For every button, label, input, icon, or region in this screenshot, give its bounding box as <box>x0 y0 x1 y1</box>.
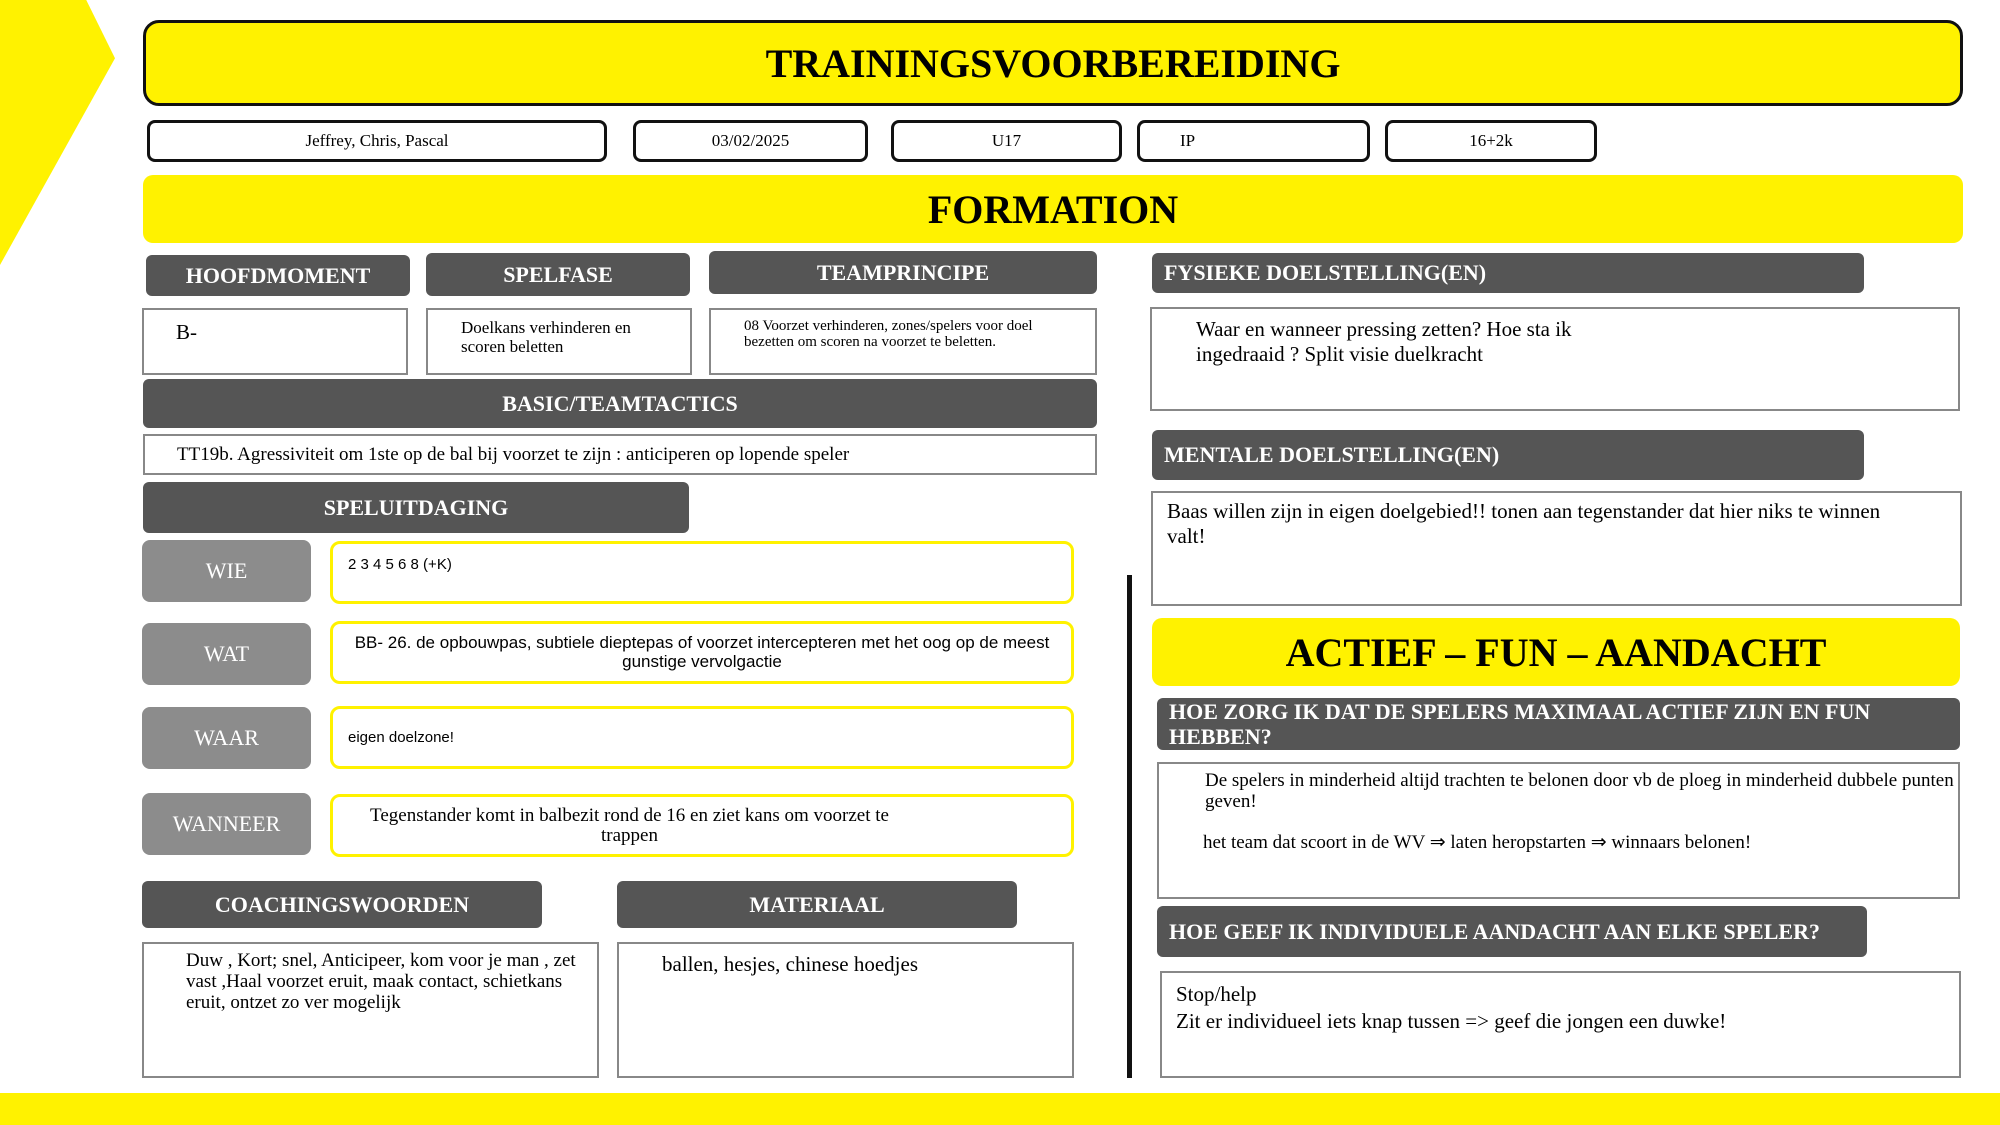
speluitdaging-header: SPELUITDAGING <box>143 482 689 533</box>
materiaal-value: ballen, hesjes, chinese hoedjes <box>662 952 918 976</box>
fysieke-doelstelling-value: Waar en wanneer pressing zetten? Hoe sta ik ingedraaid ? Split visie duelkracht <box>1196 317 1572 366</box>
type-value: IP <box>1180 131 1196 150</box>
mentale-doelstelling-box[interactable] <box>1151 491 1962 606</box>
fysieke-doelstelling-header: FYSIEKE DOELSTELLING(EN) <box>1152 253 1864 293</box>
aandacht-answer-box[interactable] <box>1160 971 1961 1078</box>
wat-label: WAT <box>142 623 311 685</box>
hoofdmoment-value: B- <box>176 320 197 344</box>
type-field[interactable] <box>1137 120 1370 162</box>
page-title: TRAININGSVOORBEREIDING <box>143 20 1963 106</box>
wie-box[interactable] <box>330 541 1074 604</box>
materiaal-box[interactable] <box>617 942 1074 1078</box>
corner-chevron-decoration <box>0 0 115 265</box>
coachingswoorden-box[interactable] <box>142 942 599 1078</box>
trainers-value: Jeffrey, Chris, Pascal <box>305 131 449 150</box>
actief-answer-line1: De spelers in minderheid altijd trachten te belonen door vb de ploeg in minderheid dubbele punten geven! <box>1205 770 1954 812</box>
wanneer-box[interactable] <box>330 794 1074 857</box>
actief-question-header: HOE ZORG IK DAT DE SPELERS MAXIMAAL ACTIEF ZIJN EN FUN HEBBEN? <box>1157 698 1960 750</box>
actief-answer-box[interactable] <box>1157 762 1960 899</box>
materiaal-header: MATERIAAL <box>617 881 1017 928</box>
basic-teamtactics-value: TT19b. Agressiviteit om 1ste op de bal bij voorzet te zijn : anticiperen op lopende speler <box>177 444 850 465</box>
wat-value: BB- 26. de opbouwpas, subtiele dieptepas of voorzet intercepteren met het oog op de meest gunstige vervolgactie <box>354 633 1050 671</box>
spelfase-header: SPELFASE <box>426 253 690 296</box>
hoofdmoment-header: HOOFDMOMENT <box>146 255 410 296</box>
date-field[interactable] <box>633 120 868 162</box>
bottom-accent-bar <box>0 1093 2000 1125</box>
waar-box[interactable] <box>330 706 1074 769</box>
teamprincipe-box[interactable] <box>709 308 1097 375</box>
team-value: U17 <box>991 131 1022 150</box>
wie-label: WIE <box>142 540 311 602</box>
fysieke-doelstelling-box[interactable] <box>1150 307 1960 411</box>
actief-answer-line2: het team dat scoort in de WV ⇒ laten heropstarten ⇒ winnaars belonen! <box>1203 832 1752 853</box>
actief-fun-aandacht-banner: ACTIEF – FUN – AANDACHT <box>1152 618 1960 686</box>
date-value: 03/02/2025 <box>711 131 790 150</box>
waar-label: WAAR <box>142 707 311 769</box>
aandacht-answer-line2: Zit er individueel iets knap tussen => geef die jongen een duwke! <box>1176 1009 1727 1033</box>
formation-banner: FORMATION <box>143 175 1963 243</box>
players-field[interactable] <box>1385 120 1597 162</box>
coachingswoorden-header: COACHINGSWOORDEN <box>142 881 542 928</box>
trainers-field[interactable] <box>147 120 607 162</box>
spelfase-box[interactable] <box>426 308 692 375</box>
wanneer-value: Tegenstander komt in balbezit rond de 16 en ziet kans om voorzet te trappen <box>370 805 889 846</box>
aandacht-question-header: HOE GEEF IK INDIVIDUELE AANDACHT AAN ELKE SPELER? <box>1157 906 1867 957</box>
players-value: 16+2k <box>1469 131 1513 150</box>
hoofdmoment-box[interactable] <box>142 308 408 375</box>
wie-value: 2 3 4 5 6 8 (+K) <box>348 556 452 573</box>
coachingswoorden-value: Duw , Kort; snel, Anticipeer, kom voor je man , zet vast ,Haal voorzet eruit, maak contact, schietkans eruit, ontzet zo ver mogelijk <box>186 950 576 1013</box>
mentale-doelstelling-header: MENTALE DOELSTELLING(EN) <box>1152 430 1864 480</box>
team-field[interactable] <box>891 120 1122 162</box>
teamprincipe-value: 08 Voorzet verhinderen, zones/spelers voor doel bezetten om scoren na voorzet te beletten. <box>744 318 1033 350</box>
waar-value: eigen doelzone! <box>348 729 454 746</box>
wanneer-label: WANNEER <box>142 793 311 855</box>
basic-teamtactics-box[interactable] <box>143 434 1097 475</box>
mentale-doelstelling-value: Baas willen zijn in eigen doelgebied!! tonen aan tegenstander dat hier niks te winnen valt! <box>1167 499 1881 548</box>
basic-teamtactics-header: BASIC/TEAMTACTICS <box>143 379 1097 428</box>
spelfase-value: Doelkans verhinderen en scoren beletten <box>461 318 631 356</box>
column-divider <box>1127 575 1132 1078</box>
wat-box[interactable] <box>330 621 1074 684</box>
aandacht-answer-line1: Stop/help <box>1176 982 1257 1006</box>
teamprincipe-header: TEAMPRINCIPE <box>709 251 1097 294</box>
